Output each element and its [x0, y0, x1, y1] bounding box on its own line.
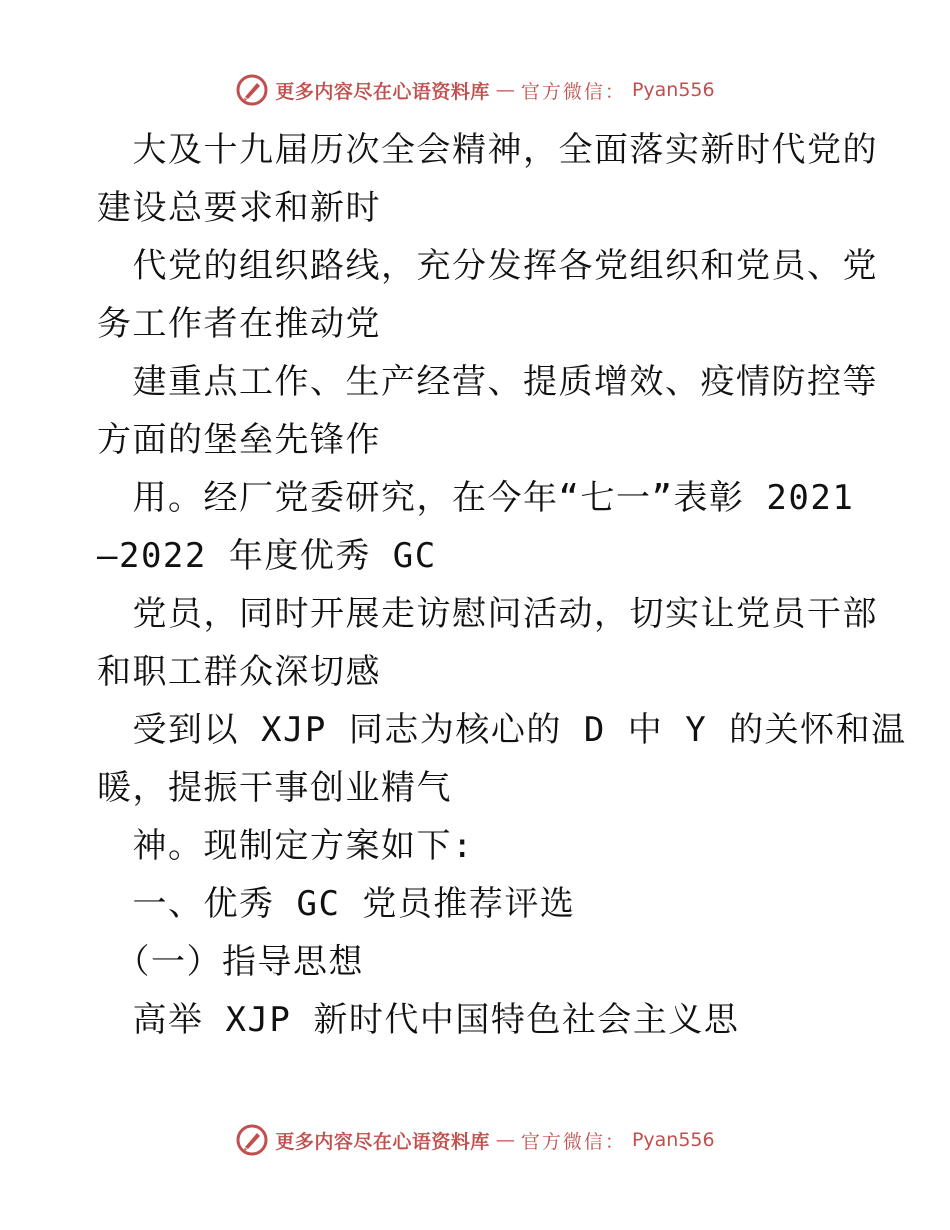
text-line: 用。经厂党委研究，在今年“七一”表彰 2021	[97, 478, 855, 518]
text-line: 神。现制定方案如下:	[97, 826, 474, 866]
watermark-id: Pyan556	[631, 1129, 715, 1151]
text-line: 暖，提振干事创业精气	[97, 768, 452, 808]
header-watermark	[0, 70, 950, 110]
watermark-dash: —	[495, 79, 515, 101]
text-line: 大及十九届历次全会精神，全面落实新时代党的	[97, 130, 878, 170]
text-line: 方面的堡垒先锋作	[97, 420, 381, 460]
text-line: 代党的组织路线，充分发挥各党组织和党员、党	[97, 246, 878, 286]
text-line: （一）指导思想	[97, 942, 364, 982]
text-line: 务工作者在推动党	[97, 304, 381, 344]
watermark-dash: —	[495, 1129, 515, 1151]
watermark-label: 官方微信：	[520, 80, 626, 103]
text-line: 高举 XJP 新时代中国特色社会主义思	[97, 1000, 740, 1040]
text-line: 受到以 XJP 同志为核心的 D 中 Y 的关怀和温	[97, 710, 907, 750]
pen-logo-icon	[235, 73, 269, 107]
text-line: 和职工群众深切感	[97, 652, 381, 692]
text-line: 建设总要求和新时	[97, 188, 381, 228]
watermark-id: Pyan556	[631, 79, 715, 101]
watermark-site: 更多内容尽在心语资料库	[275, 1130, 490, 1153]
text-line: 党员，同时开展走访慰问活动，切实让党员干部	[97, 594, 878, 634]
watermark-site: 更多内容尽在心语资料库	[275, 80, 490, 103]
footer-watermark	[0, 1120, 950, 1160]
pen-logo-icon	[235, 1123, 269, 1157]
text-line: 建重点工作、生产经营、提质增效、疫情防控等	[97, 362, 878, 402]
watermark-label: 官方微信：	[520, 1130, 626, 1153]
text-line: 一、优秀 GC 党员推荐评选	[97, 884, 576, 924]
text-line: —2022 年度优秀 GC	[97, 536, 437, 576]
